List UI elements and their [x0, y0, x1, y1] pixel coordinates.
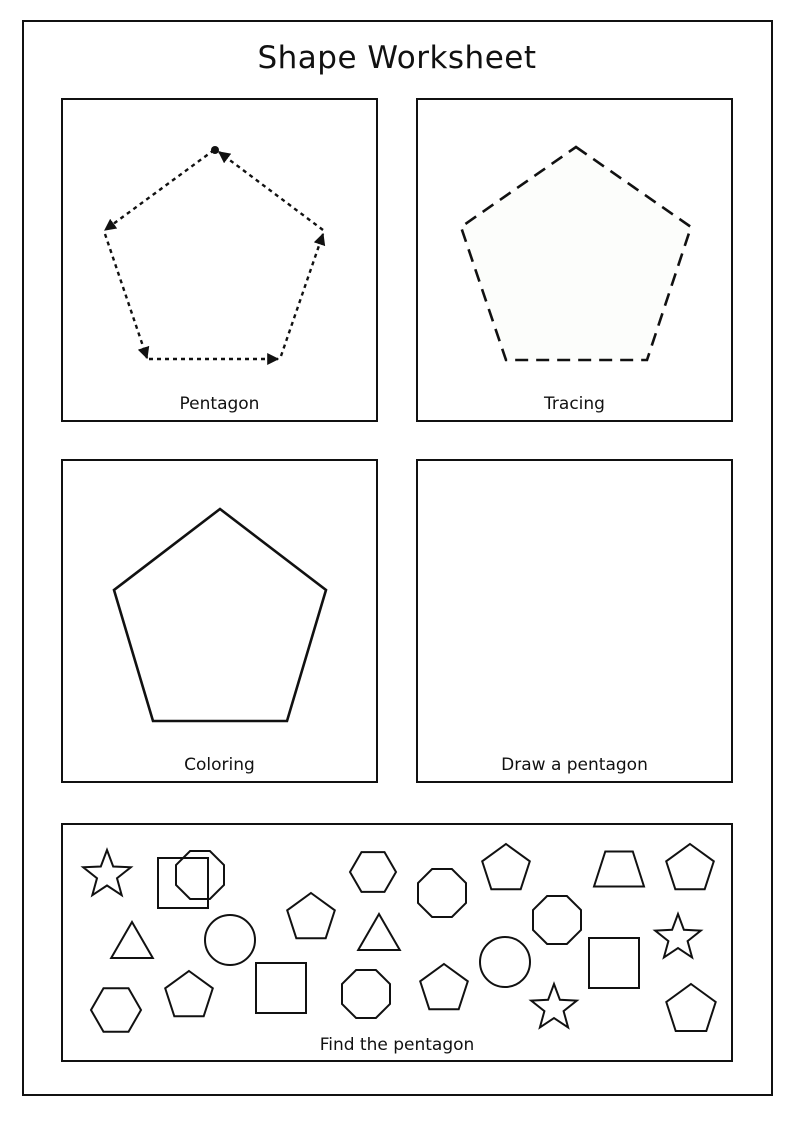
panel-caption: Find the pentagon	[319, 1035, 475, 1055]
trapezoid-shape[interactable]	[594, 852, 644, 887]
pentagon-edge	[219, 152, 323, 230]
octagon-shape[interactable]	[342, 970, 390, 1018]
tracing-diagram	[418, 100, 735, 424]
panel-coloring	[61, 459, 378, 783]
pentagon-shape[interactable]	[666, 984, 715, 1031]
octagon-shape[interactable]	[533, 896, 581, 944]
star-shape[interactable]	[655, 914, 701, 957]
triangle-shape[interactable]	[111, 922, 153, 958]
pentagon-shape[interactable]	[420, 964, 468, 1009]
hexagon-shape[interactable]	[350, 852, 396, 892]
page-title: Shape Worksheet	[257, 40, 537, 76]
pentagon-edge	[281, 234, 323, 356]
triangle-shape[interactable]	[358, 914, 400, 950]
pentagon-shape[interactable]	[482, 844, 530, 889]
shape-field	[63, 825, 735, 1064]
pentagon-edge	[105, 234, 147, 358]
pentagon-shape[interactable]	[165, 971, 213, 1016]
square-shape[interactable]	[256, 963, 306, 1013]
panel-pentagon	[61, 98, 378, 422]
hexagon-shape[interactable]	[91, 988, 141, 1031]
panel-draw[interactable]	[416, 459, 733, 783]
panel-caption: Tracing	[544, 394, 605, 414]
circle-shape[interactable]	[205, 915, 255, 965]
start-dot	[211, 146, 219, 154]
coloring-diagram	[63, 461, 380, 785]
pentagon-edge	[105, 150, 214, 230]
pentagon-diagram	[63, 100, 380, 424]
panel-find	[61, 823, 733, 1062]
panel-caption: Coloring	[184, 755, 255, 775]
panel-caption: Draw a pentagon	[501, 755, 648, 775]
circle-shape[interactable]	[480, 937, 530, 987]
panel-caption: Pentagon	[179, 394, 260, 414]
pentagon-shape[interactable]	[287, 893, 335, 938]
square-shape[interactable]	[589, 938, 639, 988]
tracing-pentagon	[461, 147, 691, 360]
octagon-shape[interactable]	[418, 869, 466, 917]
star-shape[interactable]	[531, 984, 577, 1027]
panel-tracing	[416, 98, 733, 422]
coloring-pentagon	[114, 509, 326, 721]
square-shape[interactable]	[158, 858, 208, 908]
pentagon-shape[interactable]	[666, 844, 714, 889]
star-shape[interactable]	[83, 850, 131, 895]
